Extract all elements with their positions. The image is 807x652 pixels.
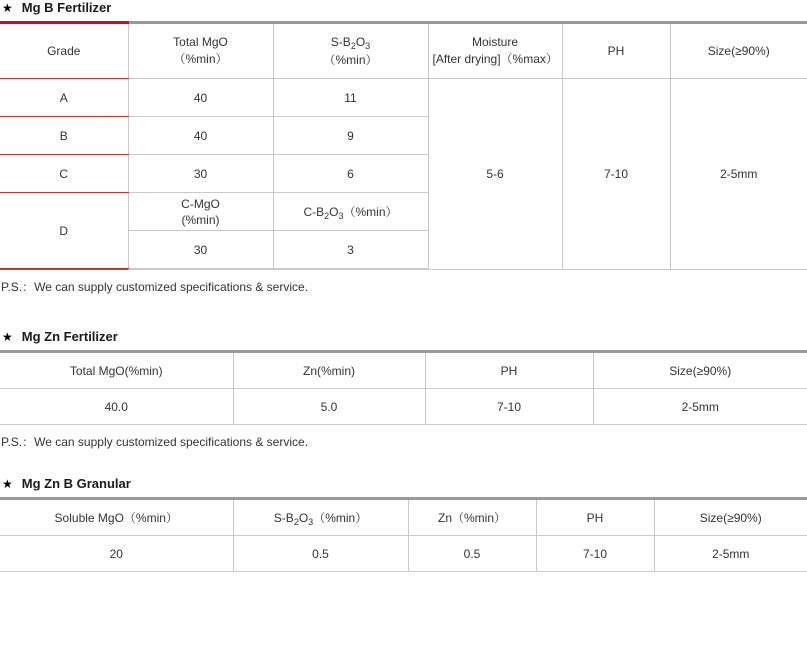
star-icon: ★ [2,476,13,491]
cell-c-mgo-header-line2: (%min) [181,212,220,227]
header-s-b2o3 [273,23,428,79]
cell-grade: A [0,79,128,117]
cell-size-merged: 2-5mm [670,79,807,269]
table-header-row [0,352,807,389]
cell-grade: C [0,155,128,193]
cell-total-mgo: 40 [128,79,273,117]
table-row [0,79,807,117]
note-mg-zn: P.S.：We can supply customized specifications & service. [1,435,309,449]
section-title-mg-zn-b [0,476,807,491]
header-zn: Zn(%min) [233,352,425,389]
header-soluble-mgo: Soluble MgO（%min） [0,499,233,536]
table-mg-b-fertilizer [0,21,807,270]
header-size: Size(≥90%) [670,23,807,79]
section-title-text: Mg B Fertilizer [21,0,112,15]
cell-size: 2-5mm [593,389,807,425]
table-row [0,389,807,425]
header-size: Size(≥90%) [593,352,807,389]
cell-zn: 5.0 [233,389,425,425]
section-title-text: Mg Zn Fertilizer [21,329,118,344]
table-mg-zn-b-granular [0,497,807,572]
cell-total-mgo: 40 [128,117,273,155]
header-grade: Grade [0,23,128,79]
section-title-mg-b [0,0,807,15]
table-header-row [0,499,807,536]
section-title-mg-zn [0,329,807,344]
cell-grade: B [0,117,128,155]
header-ph: PH [425,352,593,389]
star-icon: ★ [2,329,13,344]
header-moisture [428,23,562,79]
table-header-row [0,23,807,79]
cell-c-b2o3-header: $C-B_2O_3(\%\min)$ [273,193,428,231]
header-ph: PH [536,499,654,536]
star-icon: ★ [2,0,13,15]
header-total-mgo-line1: Total MgO [173,35,228,49]
header-total-mgo-line2: （%min） [173,52,228,66]
header-size: Size(≥90%) [654,499,807,536]
header-total-mgo: Total MgO(%min) [0,352,233,389]
cell-s-b2o3: 11 [273,79,428,117]
cell-s-b2o3: 9 [273,117,428,155]
header-moisture-line2: [After drying]（%max） [432,52,558,66]
cell-size: 2-5mm [654,536,807,572]
table-bottom-rule [0,269,807,270]
header-s-b2o3: $S-B_2O_3(\%\min)$ [233,499,408,536]
cell-total-mgo: 40.0 [0,389,233,425]
cell-c-mgo-value: 30 [128,231,273,269]
cell-s-b2o3: 0.5 [233,536,408,572]
table-mg-zn-fertilizer [0,350,807,425]
cell-soluble-mgo: 20 [0,536,233,572]
cell-ph: 7-10 [425,389,593,425]
cell-c-mgo-header [128,193,273,231]
cell-c-mgo-header-line1: C-MgO [181,196,220,211]
spacer [0,295,807,329]
header-ph: PH [562,23,670,79]
table-row [0,536,807,572]
header-zn: Zn（%min） [408,499,536,536]
note-mg-b: P.S.：We can supply customized specifications & service. [1,280,309,294]
cell-moisture-merged: 5-6 [428,79,562,269]
header-s-b2o3-line2: （%min） [323,52,378,67]
cell-total-mgo: 30 [128,155,273,193]
header-s-b2o3-line1: $S-B_2O_3$ [330,34,371,51]
cell-ph-merged: 7-10 [562,79,670,269]
cell-s-b2o3: 6 [273,155,428,193]
cell-grade-d: D [0,193,128,269]
section-title-text: Mg Zn B Granular [21,476,131,491]
cell-ph: 7-10 [536,536,654,572]
cell-c-b2o3-value: 3 [273,231,428,269]
header-total-mgo [128,23,273,79]
spacer [0,450,807,476]
header-moisture-line1: Moisture [471,35,518,49]
cell-zn: 0.5 [408,536,536,572]
